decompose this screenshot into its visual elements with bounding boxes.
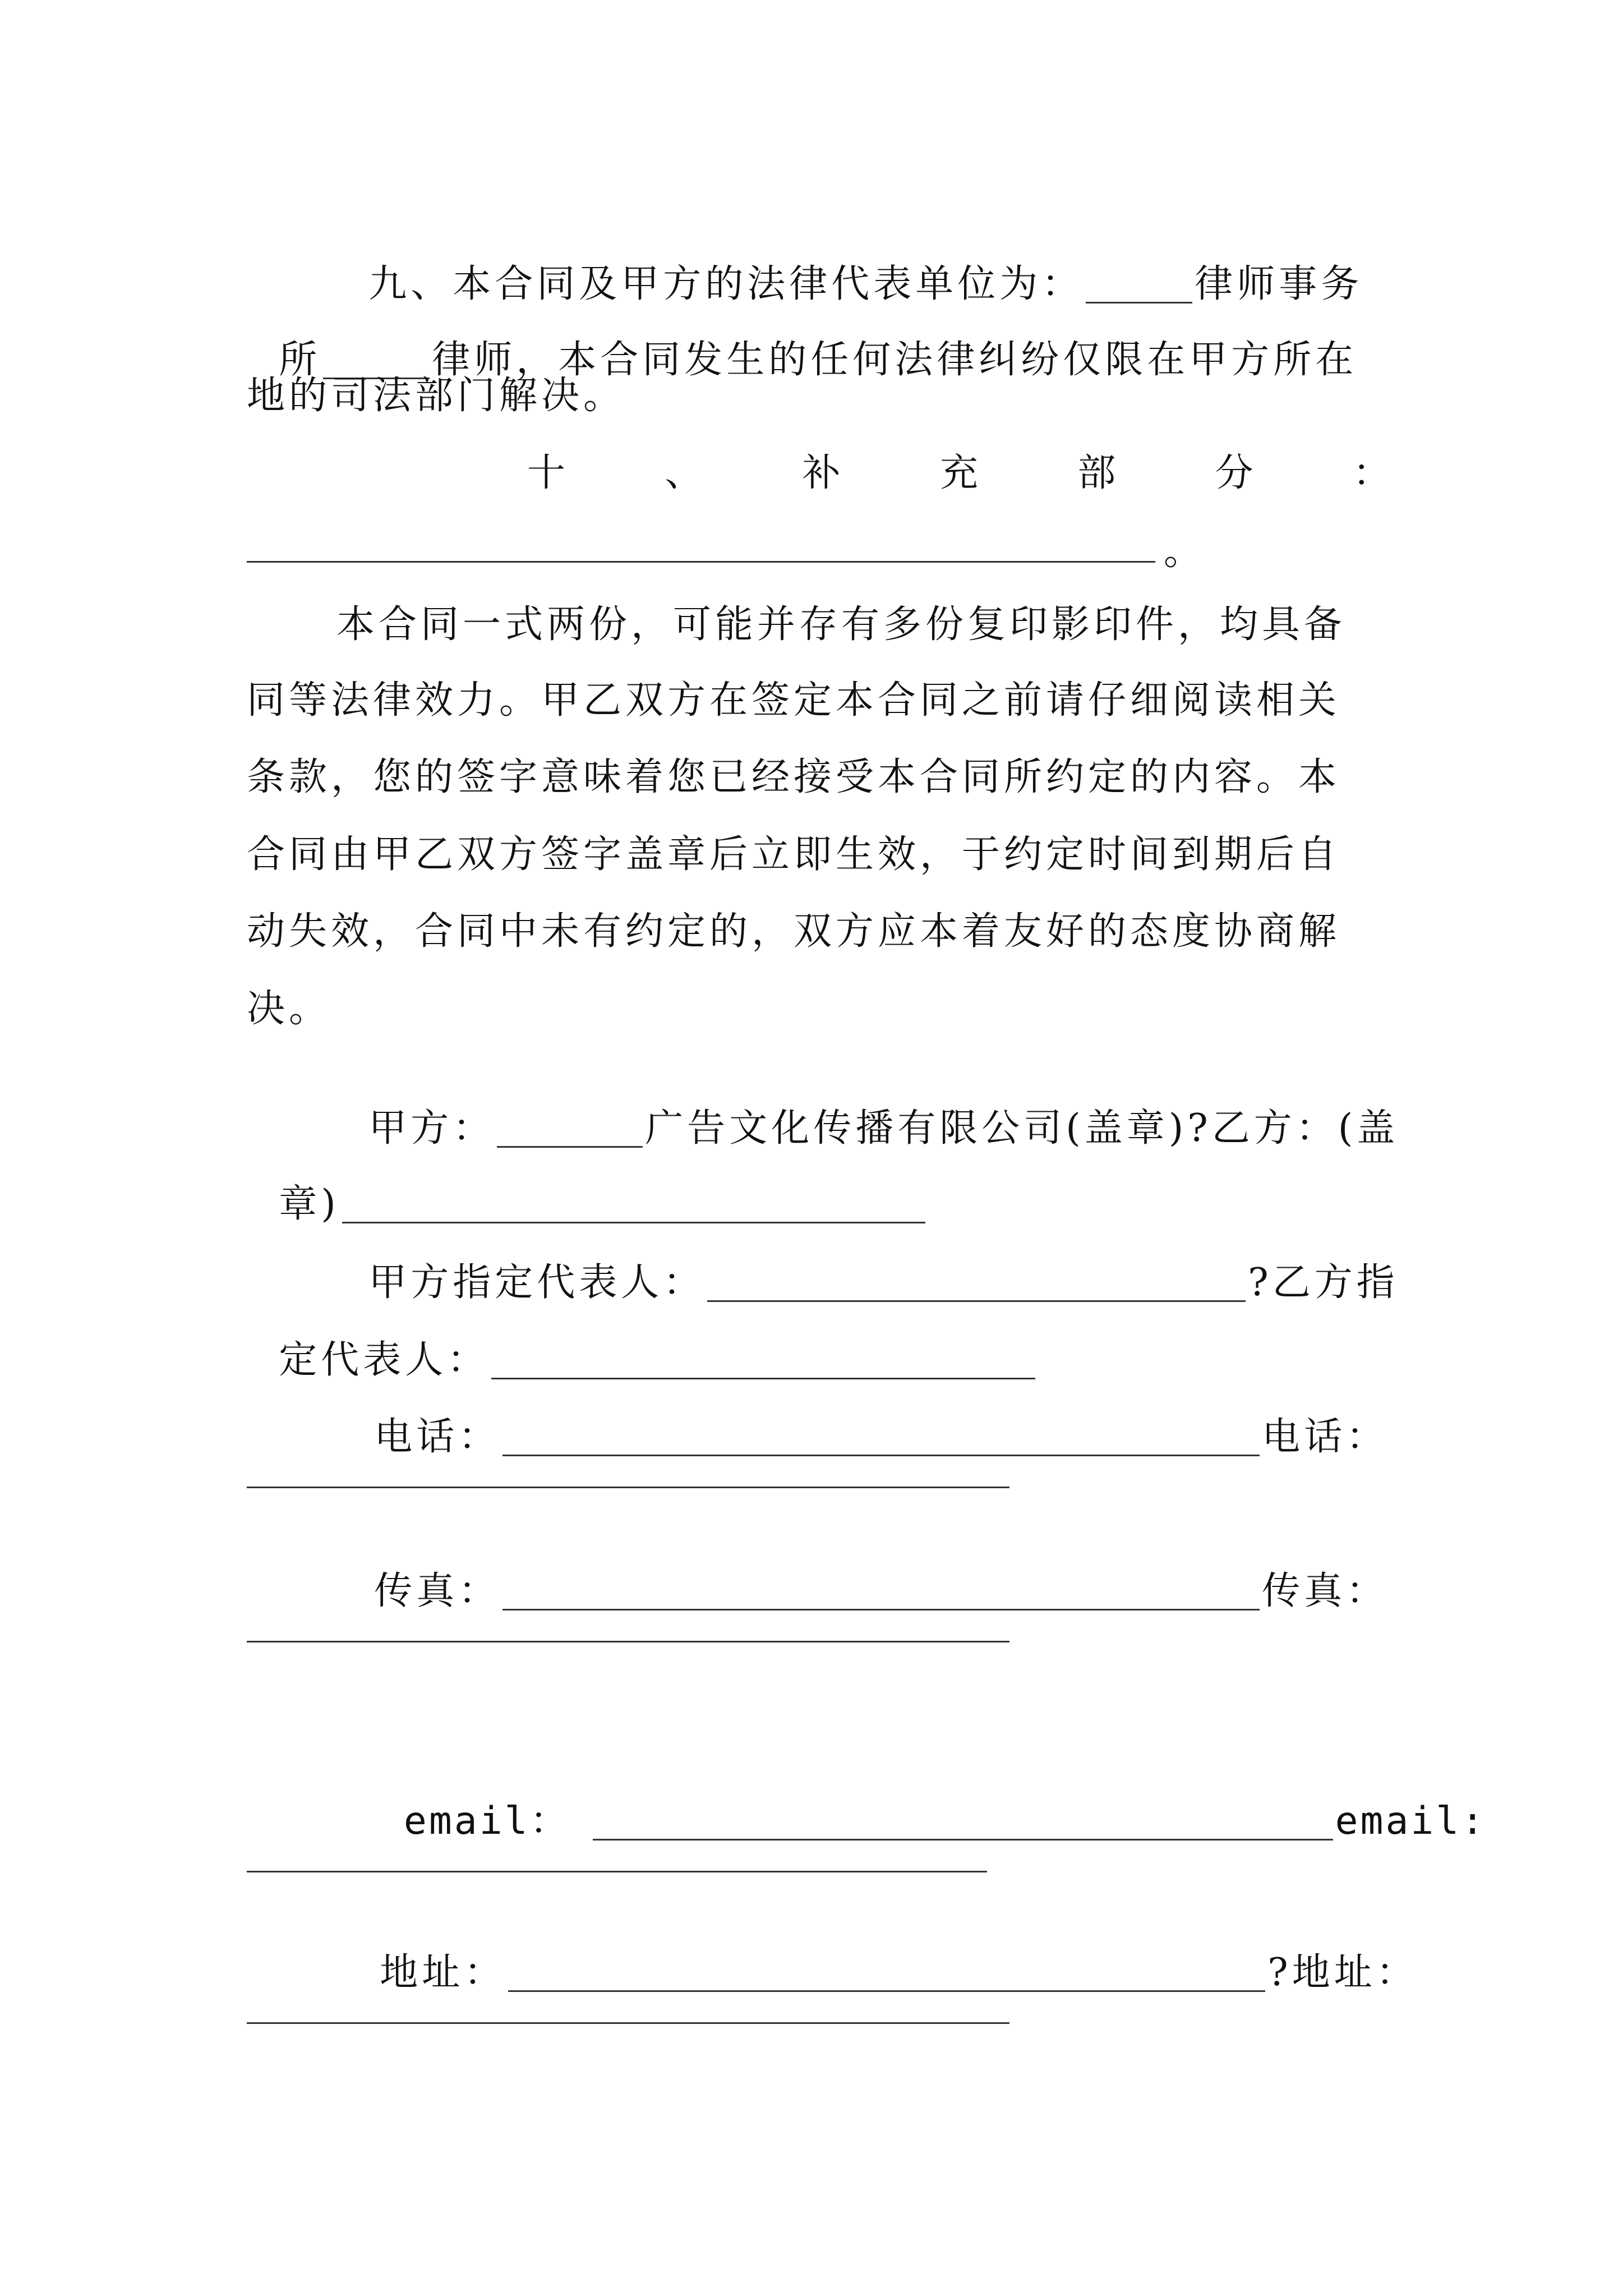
blank-phone-b[interactable] bbox=[247, 1487, 1009, 1488]
closing-line3: 条款，您的签字意味着您已经接受本合同所约定的内容。本 bbox=[247, 755, 1341, 799]
clause10-char: 分 bbox=[1215, 451, 1253, 495]
phone-a-label: 电话： bbox=[374, 1415, 501, 1459]
closing-line1: 本合同一式两份，可能并存有多份复印影印件，均具备 bbox=[336, 602, 1347, 647]
address-b-label: ?地址： bbox=[1267, 1950, 1418, 1995]
blank-email-b[interactable] bbox=[247, 1871, 987, 1872]
party-a-company: 广告文化传播有限公司(盖章)?乙方：(盖 bbox=[645, 1106, 1399, 1151]
clause9-text-b: 律师事务 bbox=[1195, 262, 1363, 306]
blank-email-a[interactable] bbox=[593, 1800, 1333, 1841]
rep-b-label-end: 定代表人： bbox=[279, 1338, 490, 1382]
clause10-char: 部 bbox=[1077, 451, 1116, 495]
clause9-text-c: 所 bbox=[279, 338, 321, 382]
closing-line6: 决。 bbox=[247, 987, 331, 1031]
closing-line5: 动失效，合同中未有约定的，双方应本着友好的态度协商解 bbox=[247, 909, 1341, 954]
clause10-char: 、 bbox=[665, 451, 703, 495]
party-a-label: 甲方： bbox=[368, 1106, 495, 1151]
blank-address-b[interactable] bbox=[247, 2022, 1009, 2024]
clause10-char: ： bbox=[1352, 451, 1391, 495]
blank-phone-a[interactable] bbox=[502, 1415, 1260, 1456]
closing-line4: 合同由甲乙双方签字盖章后立即生效，于约定时间到期后自 bbox=[247, 832, 1341, 877]
blank-party-b[interactable] bbox=[342, 1182, 925, 1223]
clause10-char: 充 bbox=[939, 451, 978, 495]
blank-rep-a[interactable] bbox=[707, 1261, 1246, 1302]
rep-b-label-start: ?乙方指 bbox=[1248, 1260, 1399, 1305]
fax-b-label: 传真： bbox=[1262, 1569, 1389, 1613]
clause9-text-d: 律师，本合同发生的任何法律纠纷仅限在甲方所在 bbox=[432, 338, 1358, 382]
clause10-period: 。 bbox=[1164, 530, 1206, 574]
phone-line bbox=[342, 1377, 1389, 1459]
party-line2 bbox=[247, 1144, 928, 1226]
party-line1 bbox=[336, 1069, 1399, 1151]
email-line bbox=[353, 1761, 1486, 1841]
clause9-line3: 地的司法部门解决。 bbox=[247, 374, 626, 418]
clause9-text-a: 九、本合同及甲方的法律代表单位为： bbox=[368, 262, 1084, 306]
clause10-heading bbox=[527, 451, 1391, 495]
rep-line2 bbox=[247, 1300, 1038, 1382]
blank-fax-b[interactable] bbox=[247, 1641, 1009, 1642]
fax-a-label: 传真： bbox=[374, 1569, 501, 1613]
party-b-seal: 章) bbox=[279, 1182, 340, 1226]
clause9-line2 bbox=[247, 300, 1358, 382]
rep-a-label: 甲方指定代表人： bbox=[368, 1260, 706, 1305]
clause10-char: 十 bbox=[527, 451, 566, 495]
address-a-label: 地址： bbox=[380, 1950, 506, 1995]
email-a-label: email： bbox=[403, 1799, 570, 1843]
phone-b-label: 电话： bbox=[1262, 1415, 1389, 1459]
blank-rep-b[interactable] bbox=[491, 1338, 1035, 1379]
clause9-line1 bbox=[336, 224, 1363, 306]
address-line bbox=[348, 1913, 1418, 1995]
blank-address-a[interactable] bbox=[508, 1951, 1265, 1992]
email-b-label: email: bbox=[1335, 1799, 1487, 1843]
blank-fax-a[interactable] bbox=[502, 1570, 1260, 1611]
blank-law-firm[interactable] bbox=[1086, 263, 1192, 303]
blank-party-a-name[interactable] bbox=[497, 1107, 643, 1148]
rep-line1 bbox=[336, 1223, 1399, 1305]
fax-line bbox=[342, 1531, 1388, 1611]
clause10-char: 补 bbox=[802, 451, 841, 495]
blank-supplement[interactable] bbox=[247, 561, 1155, 563]
closing-line2: 同等法律效力。甲乙双方在签定本合同之前请仔细阅读相关 bbox=[247, 678, 1341, 723]
